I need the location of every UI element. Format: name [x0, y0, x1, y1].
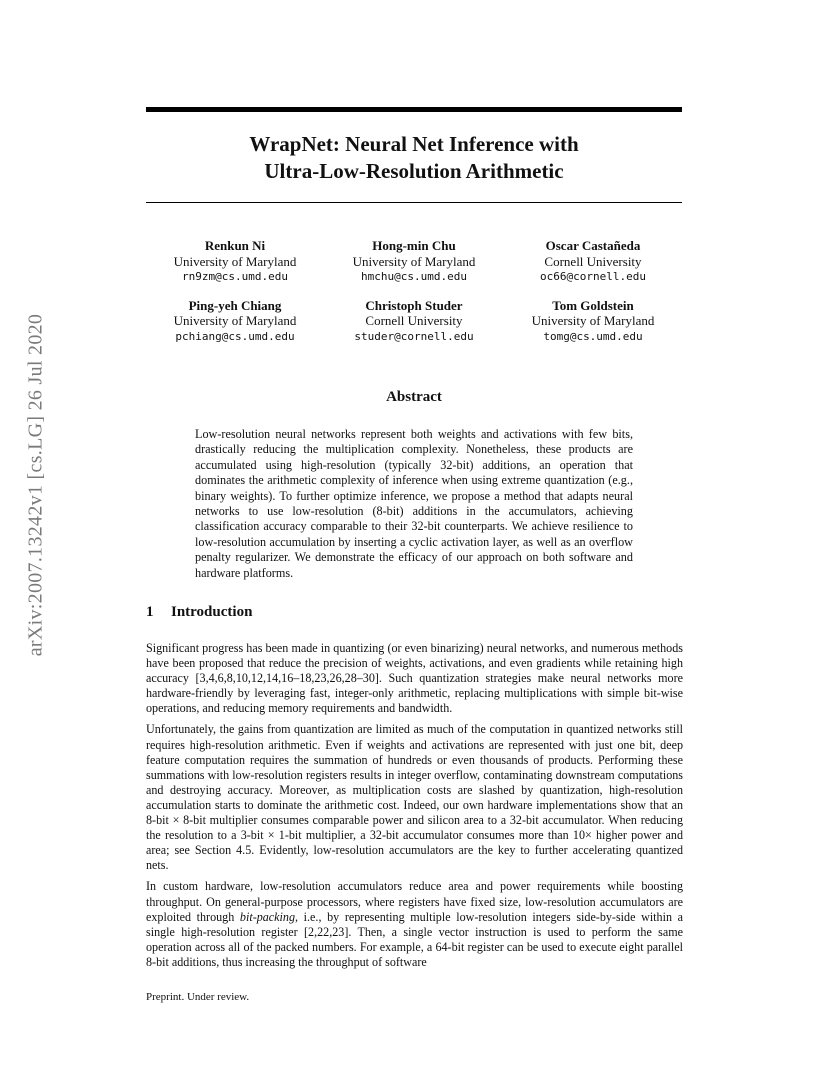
author: [504, 298, 682, 345]
title-top-rule: [146, 107, 682, 112]
arxiv-identifier: arXiv:2007.13242v1 [cs.LG] 26 Jul 2020: [24, 313, 47, 657]
author-name: Tom Goldstein: [552, 297, 634, 313]
author: [325, 298, 503, 345]
author-email: hmchu@cs.umd.edu: [361, 270, 467, 283]
section-title: Introduction: [171, 604, 253, 620]
section-number: 1: [146, 604, 154, 620]
author-affiliation: University of Maryland: [173, 313, 297, 328]
author-name: Christoph Studer: [365, 297, 463, 313]
author-affiliation: University of Maryland: [531, 313, 655, 328]
author: [504, 238, 682, 285]
author-email: pchiang@cs.umd.edu: [175, 329, 295, 343]
paper-title: [146, 131, 682, 185]
author: [146, 238, 324, 285]
author-name: Ping-yeh Chiang: [188, 297, 282, 313]
body-text: [146, 641, 683, 976]
paragraph: [146, 879, 683, 970]
title-line-1: WrapNet: Neural Net Inference with: [249, 132, 579, 156]
author-affiliation: Cornell University: [544, 253, 642, 269]
author-affiliation: University of Maryland: [352, 253, 476, 269]
author-name: Oscar Castañeda: [545, 238, 641, 253]
author-name: Hong-min Chu: [372, 238, 456, 253]
section-heading: [146, 604, 682, 621]
title-line-2: Ultra-Low-Resolution Arithmetic: [264, 159, 564, 183]
author: [325, 238, 503, 285]
title-bottom-rule: [146, 202, 682, 203]
author-affiliation: Cornell University: [365, 313, 463, 328]
footer-note: Preprint. Under review.: [146, 991, 250, 1003]
abstract-heading: Abstract: [386, 389, 442, 405]
paragraph: Significant progress has been made in quantizing (or even binarizing) neural networks, and numerous methods have been proposed that reduce the precision of weights, activations, and even gradients while retaining high accuracy [3,4,6,8,10,12,14,16–18,23,26,28–30]. Such quantization strategies make neural networks more hardware-friendly by leveraging fast, integer-only arithmetic, replacing multiplications with simple bit-wise operations, and reducing memory requirements and bandwidth.: [146, 641, 683, 716]
abstract-text: Low-resolution neural networks represent both weights and activations with few bits, drastically reducing the multiplication complexity. Nonetheless, these products are accumulated using high-resolution (typically 32-bit) additions, an operation that dominates the arithmetic complexity of inference when using extreme quantization (e.g., binary weights). To further optimize inference, we propose a method that adapts neural networks to use low-resolution (8-bit) additions in the accumulators, achieving classification accuracy comparable to their 32-bit counterparts. We achieve resilience to low-resolution accumulation by inserting a cyclic activation layer, as well as an overflow penalty regularizer. We demonstrate the efficacy of our approach on both software and hardware platforms.: [195, 427, 633, 580]
paragraph: Unfortunately, the gains from quantization are limited as much of the computation in quantized networks still requires high-resolution arithmetic. Even if weights and activations are represented with just one bit, deep feature computation requires the summation of hundreds or even thousands of products. Performing these summations with low-resolution registers results in integer overflow, contaminating downstream computations and destroying accuracy. Moreover, as multiplication costs are slashed by quantization, high-resolution accumulation starts to dominate the arithmetic cost. Indeed, our own hardware implementations show that an 8-bit × 8-bit multiplier consumes comparable power and silicon area to a 32-bit accumulator. When reducing the resolution to a 3-bit × 1-bit multiplier, a 32-bit accumulator consumes more than 10× higher power and area; see Section 4.5. Evidently, low-resolution accumulators are the key to further accelerating quantized nets.: [146, 722, 683, 873]
author-email: oc66@cornell.edu: [540, 270, 646, 283]
emphasis-term: bit-packing: [239, 909, 295, 924]
author-affiliation: University of Maryland: [173, 253, 297, 269]
author-block: [146, 238, 682, 357]
author: [146, 298, 324, 345]
paragraph-text: In custom hardware, low-resolution accumulators reduce area and power requirements while boosting throughput. On general-purpose processors, where registers have fixed size, low-resolution accumulators are exploited through: [146, 879, 683, 924]
author-row: [146, 298, 682, 345]
author-row: [146, 238, 682, 285]
paragraph-text: , i.e., by representing multiple low-resolution integers side-by-side within a single high-resolution register [2,22,23]. Then, a single vector instruction is used to perform the same operation across all of the packed numbers. For example, a 64-bit register can be used to execute eight parallel 8-bit additions, thus increasing the throughput of software: [146, 909, 683, 969]
author-email: tomg@cs.umd.edu: [543, 329, 643, 343]
author-name: Renkun Ni: [204, 238, 266, 253]
author-email: rn9zm@cs.umd.edu: [182, 270, 288, 283]
author-email: studer@cornell.edu: [354, 329, 474, 343]
